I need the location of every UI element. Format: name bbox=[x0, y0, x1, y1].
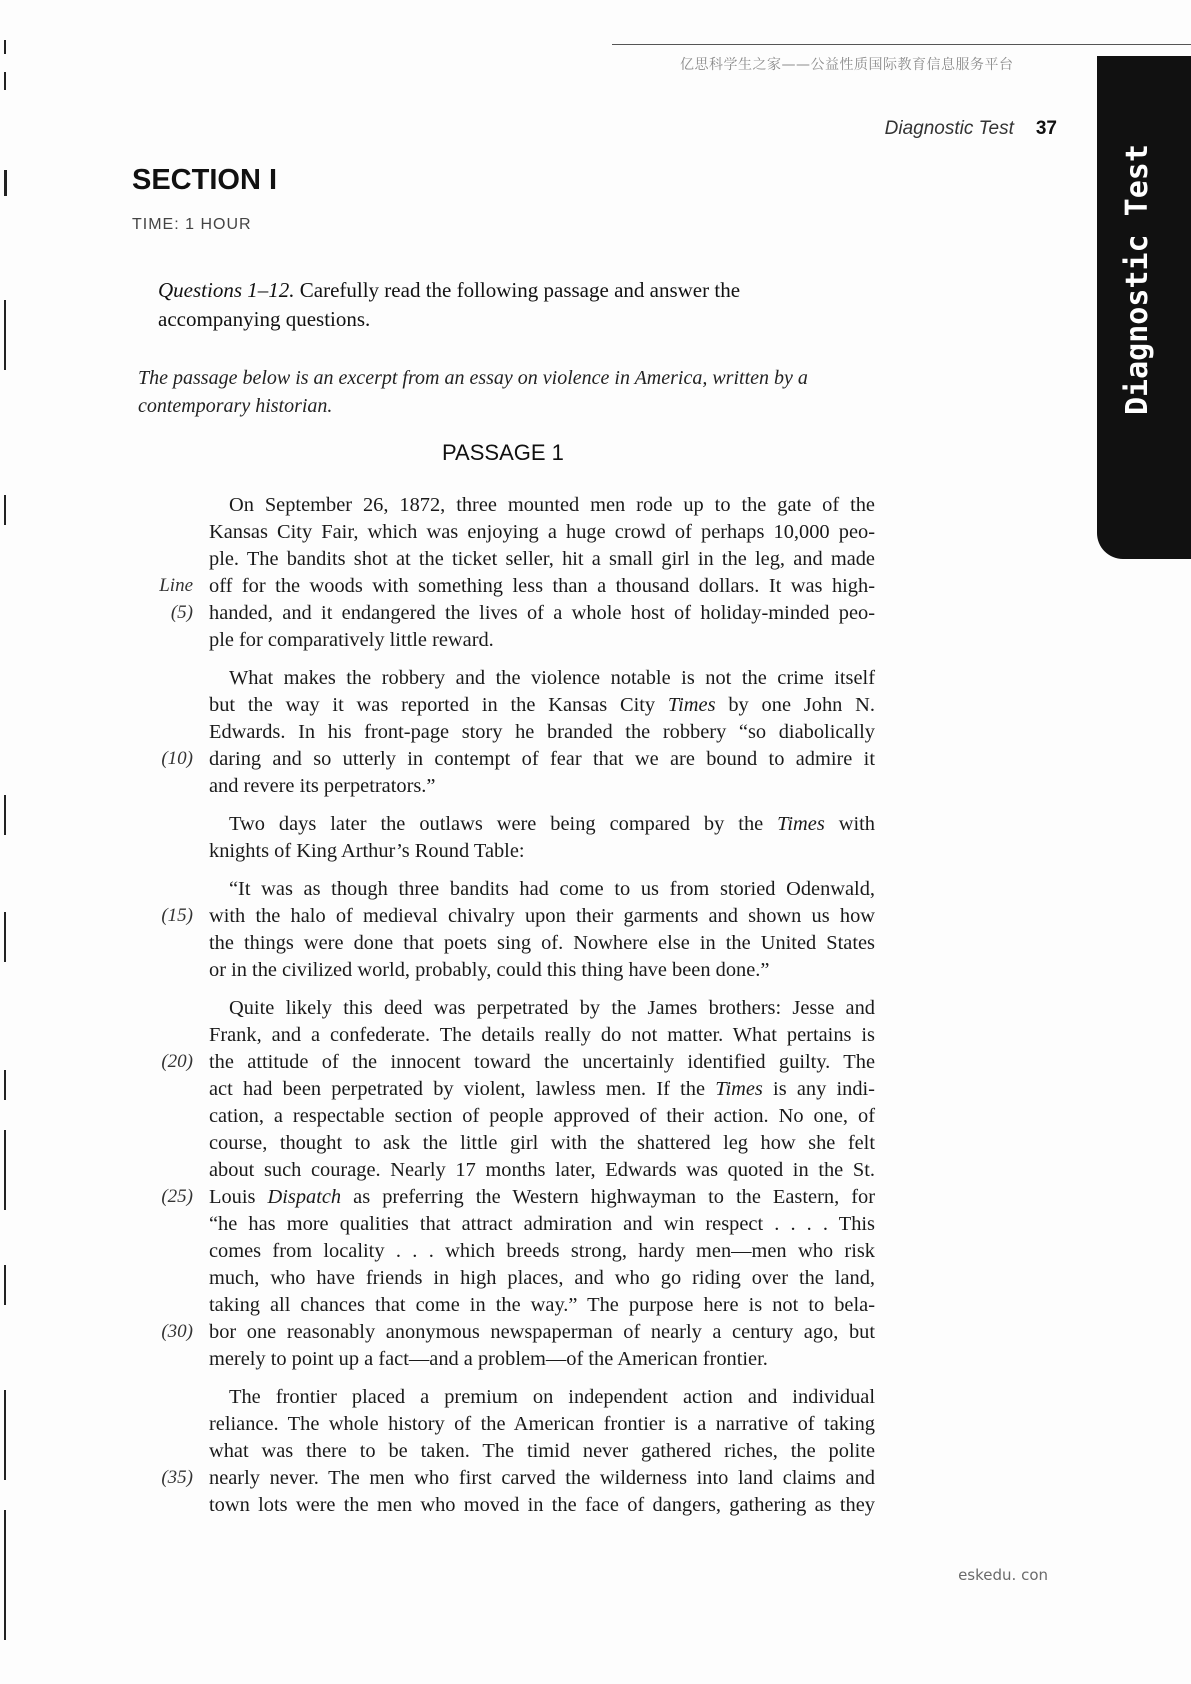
line-number: (30) bbox=[161, 1321, 193, 1342]
footer-site: eskedu. con bbox=[958, 1566, 1048, 1584]
running-head bbox=[885, 118, 1057, 140]
section-time: TIME: 1 HOUR bbox=[132, 216, 252, 233]
passage-line: “It was as though three bandits had come to us from storied Odenwald, bbox=[229, 878, 875, 900]
line-text: but the way it was reported in the Kansas City bbox=[209, 694, 656, 716]
passage-line: knights of King Arthur’s Round Table: bbox=[209, 840, 525, 862]
line-number: (15) bbox=[161, 905, 193, 926]
passage-line: much, who have friends in high places, and who go riding over the land, bbox=[209, 1267, 875, 1289]
section-title: SECTION I bbox=[132, 164, 278, 196]
line-text: as preferring the Western highwayman to the Eastern, for bbox=[341, 1186, 875, 1208]
passage-line: Edwards. In his front-page story he branded the robbery “so diabolically bbox=[209, 721, 875, 743]
passage-line: the things were done that poets sing of. Nowhere else in the United States bbox=[209, 932, 875, 954]
passage-line bbox=[209, 692, 875, 719]
passage-line: Kansas City Fair, which was enjoying a huge crowd of perhaps 10,000 peo- bbox=[209, 521, 875, 543]
passage-line: reliance. The whole history of the American frontier is a narrative of taking bbox=[209, 1413, 875, 1435]
passage-line: taking all chances that come in the way.” The purpose here is not to bela- bbox=[209, 1294, 875, 1316]
passage-line: off for the woods with something less than a thousand dollars. It was high- bbox=[209, 575, 875, 597]
passage-line: “he has more qualities that attract admiration and win respect . . . . This bbox=[209, 1213, 875, 1235]
passage-line: Quite likely this deed was perpetrated by the James brothers: Jesse and bbox=[229, 997, 875, 1019]
passage-line: with the halo of medieval chivalry upon their garments and shown us how bbox=[209, 905, 875, 927]
passage-line: handed, and it endangered the lives of a whole host of holiday-minded peo- bbox=[209, 602, 875, 624]
passage-line: merely to point up a fact—and a problem—of the American frontier. bbox=[209, 1348, 768, 1370]
italic-title: Dispatch bbox=[267, 1186, 342, 1208]
line-text: act had been perpetrated by violent, lawless men. If the bbox=[209, 1078, 706, 1100]
passage-line: town lots were the men who moved in the face of dangers, gathering as they bbox=[209, 1494, 875, 1516]
line-text: Louis bbox=[209, 1186, 256, 1208]
passage-line: bor one reasonably anonymous newspaperman of nearly a century ago, but bbox=[209, 1321, 875, 1343]
question-range: Questions 1–12. bbox=[158, 278, 295, 302]
line-number: (35) bbox=[161, 1467, 193, 1488]
line-number: (10) bbox=[161, 748, 193, 769]
header-rule bbox=[612, 44, 1191, 45]
instructions-text: Carefully read the following passage and answer the accompanying questions. bbox=[158, 278, 741, 331]
passage-line: ple. The bandits shot at the ticket seller, hit a small girl in the leg, and made bbox=[209, 548, 875, 570]
passage-line bbox=[229, 811, 875, 838]
passage-line: what was there to be taken. The timid never gathered riches, the polite bbox=[209, 1440, 875, 1462]
passage-line: ple for comparatively little reward. bbox=[209, 629, 494, 651]
line-text: Two days later the outlaws were being compared by the bbox=[229, 813, 764, 835]
italic-title: Times bbox=[715, 1078, 763, 1100]
passage-title: PASSAGE 1 bbox=[442, 440, 564, 465]
passage-intro: The passage below is an excerpt from an essay on violence in America, written by a contemporary historian. bbox=[138, 367, 808, 417]
italic-title: Times bbox=[777, 813, 825, 835]
line-text: is any indi- bbox=[762, 1078, 875, 1100]
scan-edge bbox=[0, 0, 14, 1684]
line-text: by one John N. bbox=[715, 694, 875, 716]
line-number: (20) bbox=[161, 1051, 193, 1072]
passage-line: the attitude of the innocent toward the uncertainly identified guilty. The bbox=[209, 1051, 875, 1073]
line-text: with bbox=[824, 813, 875, 835]
passage-line: cation, a respectable section of people approved of their action. No one, of bbox=[209, 1105, 875, 1127]
line-number: Line bbox=[159, 575, 193, 596]
passage-line: daring and so utterly in contempt of fear that we are bound to admire it bbox=[209, 748, 875, 770]
passage-line: Frank, and a confederate. The details really do not matter. What pertains is bbox=[209, 1024, 875, 1046]
side-tab-label: Diagnostic Test bbox=[1120, 144, 1155, 415]
running-title: Diagnostic Test bbox=[884, 118, 1014, 139]
passage-line: On September 26, 1872, three mounted men rode up to the gate of the bbox=[229, 494, 875, 516]
instructions bbox=[158, 276, 858, 334]
watermark-text: 亿思科学生之家——公益性质国际教育信息服务平台 bbox=[680, 57, 1014, 73]
passage-line: comes from locality . . . which breeds strong, hardy men—men who risk bbox=[209, 1240, 875, 1262]
passage-line: about such courage. Nearly 17 months later, Edwards was quoted in the St. bbox=[209, 1159, 875, 1181]
passage-line: nearly never. The men who first carved the wilderness into land claims and bbox=[209, 1467, 875, 1489]
passage-line bbox=[209, 1184, 875, 1211]
passage-line: and revere its perpetrators.” bbox=[209, 775, 436, 797]
italic-title: Times bbox=[667, 694, 716, 716]
page-number: 37 bbox=[1035, 118, 1057, 139]
line-number: (25) bbox=[161, 1186, 193, 1207]
passage-line: The frontier placed a premium on independent action and individual bbox=[229, 1386, 875, 1408]
passage-line bbox=[209, 1076, 875, 1103]
passage-line: course, thought to ask the little girl with the shattered leg how she felt bbox=[209, 1132, 875, 1154]
passage-line: or in the civilized world, probably, could this thing have been done.” bbox=[209, 959, 770, 981]
passage-line: What makes the robbery and the violence notable is not the crime itself bbox=[229, 667, 875, 689]
line-number: (5) bbox=[170, 602, 193, 623]
